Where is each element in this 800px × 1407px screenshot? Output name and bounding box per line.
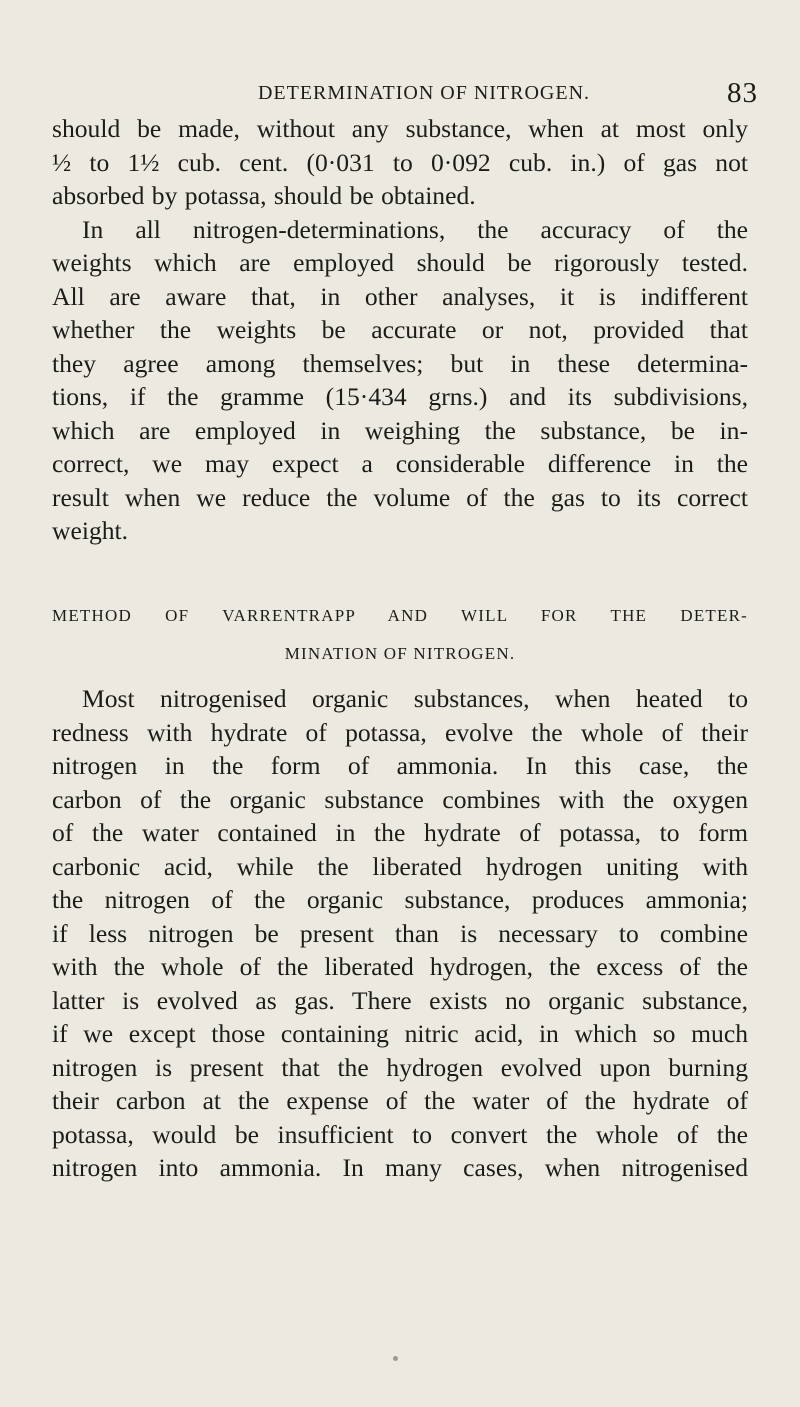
text-line: nitrogen is present that the hydrogen evolved upon burning — [52, 1052, 748, 1082]
section-heading-line: METHOD OF VARRENTRAPP AND WILL FOR THE DETER- — [52, 606, 748, 625]
text-line: should be made, without any substance, when at most only — [52, 114, 748, 143]
text-line: nitrogen in the form of ammonia. In this case, the — [52, 751, 748, 780]
text-line: if we except those containing nitric acid, in which so much — [52, 1019, 748, 1048]
running-title: DETERMINATION OF NITROGEN. — [257, 82, 591, 104]
text-line: latter is evolved as gas. There exists no organic substance, — [52, 985, 748, 1015]
text-line: their carbon at the expense of the water of the hydrate of — [52, 1086, 748, 1115]
text-line: potassa, would be insufficient to convert the whole of the — [52, 1119, 748, 1149]
text-line: carbon of the organic substance combines with the oxygen — [52, 784, 748, 814]
text-line: absorbed by potassa, should be obtained. — [52, 181, 476, 210]
paragraph-method — [52, 682, 748, 1185]
text-line: result when we reduce the volume of the gas to its correct — [52, 482, 748, 512]
text-line: All are aware that, in other analyses, it is indifferent — [52, 281, 748, 311]
text-line: ½ to 1½ cub. cent. (0·031 to 0·092 cub. in.) of gas not — [52, 147, 748, 177]
page-number: 83 — [727, 77, 758, 109]
section-heading-line: MINATION OF NITROGEN. — [284, 644, 516, 663]
text-line: which are employed in weighing the substance, be in- — [52, 415, 748, 445]
text-line: of the water contained in the hydrate of potassa, to form — [52, 818, 748, 847]
text-line: weights which are employed should be rigorously tested. — [52, 248, 748, 277]
paragraph-weights — [52, 213, 748, 548]
text-line: Most nitrogenised organic substances, when heated to — [82, 684, 748, 713]
text-line: tions, if the gramme (15·434 grns.) and its subdivisions, — [52, 382, 748, 411]
text-line: In all nitrogen-determinations, the accuracy of the — [82, 214, 748, 244]
text-line: they agree among themselves; but in these determina- — [52, 348, 748, 378]
section-heading — [52, 597, 748, 673]
paragraph-continuation — [52, 112, 748, 213]
text-line: whether the weights be accurate or not, provided that — [52, 315, 748, 344]
text-line: nitrogen into ammonia. In many cases, when nitrogenised — [52, 1153, 748, 1182]
text-line: redness with hydrate of potassa, evolve the whole of their — [52, 717, 748, 747]
text-line: correct, we may expect a considerable difference in the — [52, 449, 748, 478]
text-line: carbonic acid, while the liberated hydrogen uniting with — [52, 851, 748, 881]
text-line: weight. — [52, 516, 129, 545]
text-line: with the whole of the liberated hydrogen, the excess of the — [52, 952, 748, 981]
ink-speck — [393, 1356, 398, 1361]
text-line: if less nitrogen be present than is necessary to combine — [52, 918, 748, 948]
text-line: the nitrogen of the organic substance, produces ammonia; — [52, 885, 748, 914]
